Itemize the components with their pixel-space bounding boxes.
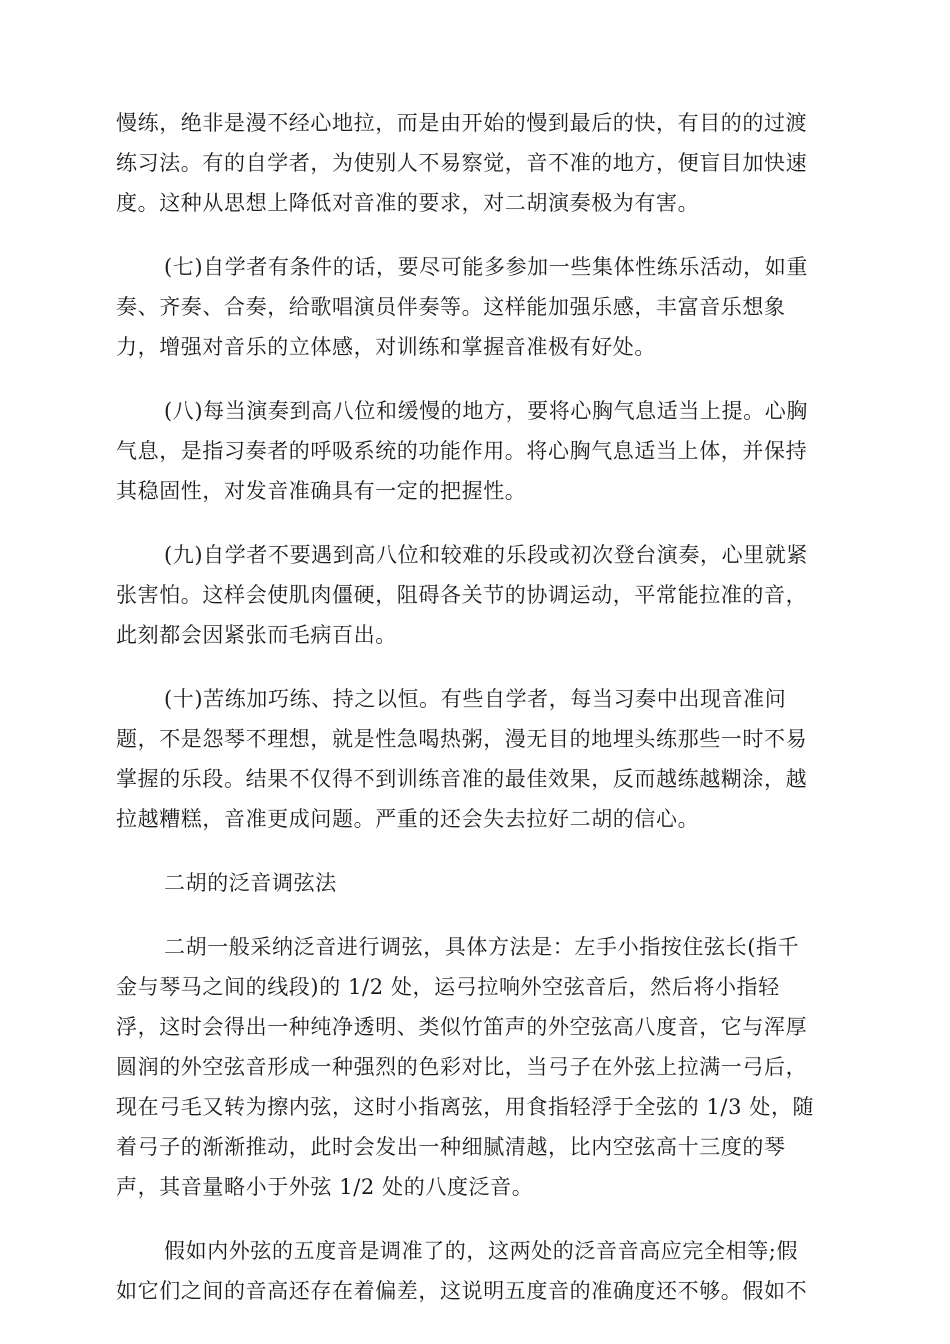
paragraph-seven <box>116 247 836 367</box>
text-line: (七)自学者有条件的话，要尽可能多参加一些集体性练乐活动，如重 <box>164 255 808 279</box>
text-line: 奏、齐奏、合奏，给歌唱演员伴奏等。这样能加强乐感，丰富音乐想象 <box>116 295 786 319</box>
text-line: 二胡一般采纳泛音进行调弦，具体方法是：左手小指按住弦长(指千 <box>164 935 800 959</box>
text-line: 如它们之间的音高还存在着偏差，这说明五度音的准确度还不够。假如不 <box>116 1279 808 1303</box>
paragraph-gap <box>116 839 836 863</box>
text-line: (十)苦练加巧练、持之以恒。有些自学者，每当习奏中出现音准问 <box>164 687 787 711</box>
paragraph-ten <box>116 679 836 839</box>
document-page <box>116 103 836 1311</box>
paragraph-eight <box>116 391 836 511</box>
paragraph-harmonic-method <box>116 927 836 1207</box>
paragraph-gap <box>116 1207 836 1231</box>
text-line: (八)每当演奏到高八位和缓慢的地方，要将心胸气息适当上提。心胸 <box>164 399 808 423</box>
paragraph-gap <box>116 367 836 391</box>
paragraph-gap <box>116 511 836 535</box>
text-line: 浮，这时会得出一种纯净透明、类似竹笛声的外空弦高八度音，它与浑厚 <box>116 1015 808 1039</box>
text-line: 现在弓毛又转为擦内弦，这时小指离弦，用食指轻浮于全弦的 1/3 处，随 <box>116 1095 815 1119</box>
text-line: 张害怕。这样会使肌肉僵硬，阻碍各关节的协调运动，平常能拉准的音， <box>116 583 808 607</box>
text-line: 金与琴马之间的线段)的 1/2 处，运弓拉响外空弦音后，然后将小指轻 <box>116 975 780 999</box>
text-line: 气息，是指习奏者的呼吸系统的功能作用。将心胸气息适当上体，并保持 <box>116 439 808 463</box>
text-line: 圆润的外空弦音形成一种强烈的色彩对比，当弓子在外弦上拉满一弓后， <box>116 1055 808 1079</box>
text-line: 此刻都会因紧张而毛病百出。 <box>116 623 397 647</box>
paragraph-gap <box>116 655 836 679</box>
text-line: 度。这种从思想上降低对音准的要求，对二胡演奏极为有害。 <box>116 191 700 215</box>
text-line: 慢练，绝非是漫不经心地拉，而是由开始的慢到最后的快，有目的的过渡 <box>116 111 808 135</box>
text-line: 拉越糟糕，音准更成问题。严重的还会失去拉好二胡的信心。 <box>116 807 700 831</box>
text-line: (九)自学者不要遇到高八位和较难的乐段或初次登台演奏，心里就紧 <box>164 543 808 567</box>
paragraph-slow-practice <box>116 103 836 223</box>
heading-text: 二胡的泛音调弦法 <box>164 871 337 895</box>
paragraph-fifth-interval <box>116 1231 836 1311</box>
section-heading <box>116 863 836 903</box>
paragraph-nine <box>116 535 836 655</box>
text-line: 题，不是怨琴不理想，就是性急喝热粥，漫无目的地埋头练那些一时不易 <box>116 727 808 751</box>
text-line: 力，增强对音乐的立体感，对训练和掌握音准极有好处。 <box>116 335 656 359</box>
text-line: 着弓子的渐渐推动，此时会发出一种细腻清越，比内空弦高十三度的琴 <box>116 1135 786 1159</box>
text-line: 声，其音量略小于外弦 1/2 处的八度泛音。 <box>116 1175 534 1199</box>
paragraph-gap <box>116 223 836 247</box>
text-line: 掌握的乐段。结果不仅得不到训练音准的最佳效果，反而越练越糊涂，越 <box>116 767 808 791</box>
text-line: 练习法。有的自学者，为使别人不易察觉，音不准的地方，便盲目加快速 <box>116 151 808 175</box>
paragraph-gap <box>116 903 836 927</box>
text-line: 其稳固性，对发音准确具有一定的把握性。 <box>116 479 527 503</box>
text-line: 假如内外弦的五度音是调准了的，这两处的泛音音高应完全相等;假 <box>164 1239 799 1263</box>
